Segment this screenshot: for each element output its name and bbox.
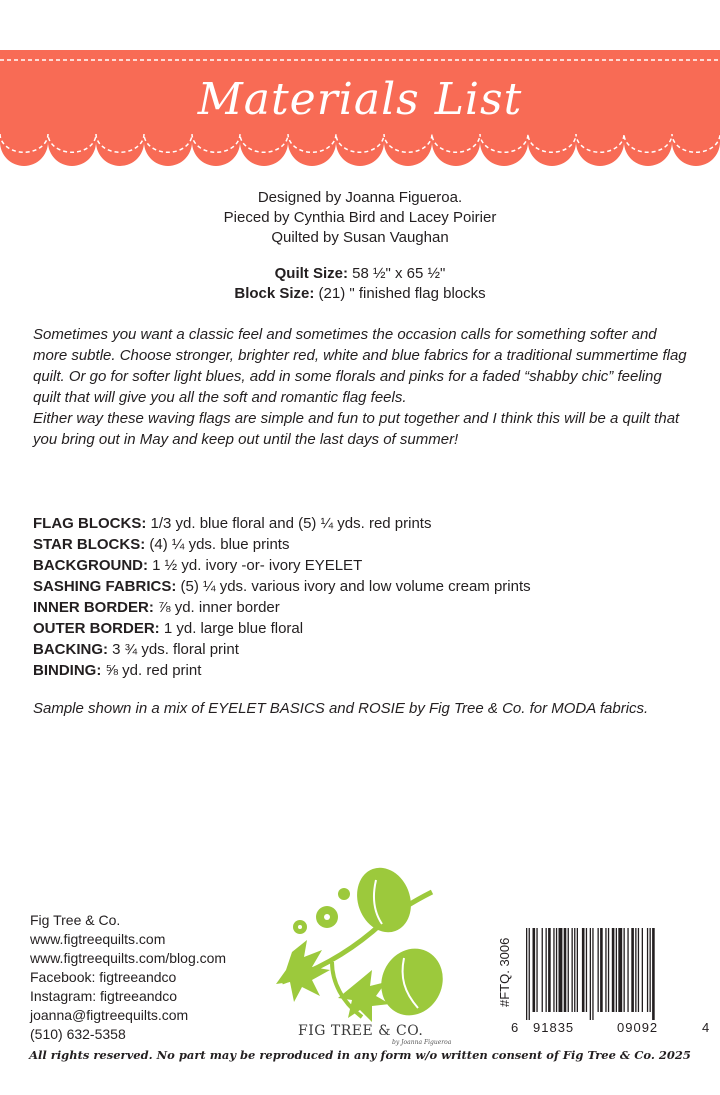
barcode-bar xyxy=(616,928,617,1012)
barcode-bar xyxy=(546,928,547,1012)
barcode-bar xyxy=(533,928,536,1012)
barcode-bar xyxy=(574,928,575,1012)
barcode-digit: 4 xyxy=(702,1020,711,1035)
barcode-bar xyxy=(618,928,622,1012)
piecer-credit: Pieced by Cynthia Bird and Lacey Poirier xyxy=(223,209,497,226)
header-banner xyxy=(0,0,720,180)
barcode-bar xyxy=(559,928,563,1012)
barcode-bar xyxy=(572,928,573,1012)
barcode-bar xyxy=(592,928,593,1020)
material-item: BACKING: 3 ¾ yds. floral print xyxy=(33,641,239,658)
barcode-bar xyxy=(635,928,636,1012)
designer-credit: Designed by Joanna Figueroa. xyxy=(257,189,463,206)
blog-link[interactable]: www.figtreequilts.com/blog.com xyxy=(30,950,227,966)
material-item: STAR BLOCKS: (4) ¼ yds. blue prints xyxy=(33,536,290,553)
barcode-bar xyxy=(568,928,569,1012)
barcode-bar xyxy=(650,928,651,1012)
barcode-bar xyxy=(548,928,551,1012)
barcode-bar xyxy=(556,928,557,1012)
barcode-bar xyxy=(647,928,648,1012)
barcode-digits-right: 09092 xyxy=(617,1020,659,1035)
barcode-bar xyxy=(542,928,543,1012)
barcode-bar xyxy=(586,928,587,1012)
barcode-bar xyxy=(600,928,603,1012)
instagram-handle: Instagram: figtreeandco xyxy=(30,988,178,1004)
intro-paragraph: Sometimes you want a classic feel and sometimes the occasion calls for something softer and more subtle. Choose stronger, brighter red, white and blue fabrics for a traditional summertime flag quilt. Or go for softer light blues, add in some florals and pinks for a faded “shabby chic” feeling quilt that will give you all the soft and romantic flag feels. xyxy=(33,326,687,406)
barcode-bar xyxy=(652,928,655,1020)
quilt-size: Quilt Size: 58 ½" x 65 ½" xyxy=(274,265,446,282)
material-item: INNER BORDER: ⅞ yd. inner border xyxy=(33,599,280,616)
barcode-bar xyxy=(612,928,615,1012)
barcode-bar xyxy=(582,928,585,1012)
barcode-bar xyxy=(564,928,567,1012)
website-link[interactable]: www.figtreequilts.com xyxy=(30,931,166,947)
material-item: FLAG BLOCKS: 1/3 yd. blue floral and (5) ¼ yds. red prints xyxy=(33,515,432,532)
quilter-credit: Quilted by Susan Vaughan xyxy=(271,229,449,246)
barcode-bar xyxy=(605,928,606,1012)
copyright-footer: All rights reserved. No part may be reproduced in any form w/o written consent of Fig Tree & Co. 2025 xyxy=(29,1048,691,1062)
barcode-bar xyxy=(553,928,554,1012)
page-title: Materials List xyxy=(197,74,523,125)
material-item: SASHING FABRICS: (5) ¼ yds. various ivory and low volume cream prints xyxy=(33,578,531,595)
credits xyxy=(0,188,720,248)
facebook-handle: Facebook: figtreeandco xyxy=(30,969,177,985)
block-size: Block Size: (21) " finished flag blocks xyxy=(234,285,486,302)
barcode-bar xyxy=(598,928,599,1012)
size-info xyxy=(0,264,720,304)
barcode-digit: 6 xyxy=(511,1020,520,1035)
intro-paragraph: Either way these waving flags are simple and fun to put together and I think this will be a quilt that you bring out in May and keep out until the last days of summer! xyxy=(33,410,680,448)
barcode-bar xyxy=(577,928,578,1012)
material-item: BACKGROUND: 1 ½ yd. ivory -or- ivory EYELET xyxy=(33,557,363,574)
intro-text xyxy=(33,324,693,450)
barcode-bar xyxy=(590,928,591,1020)
logo-byline: by Joanna Figueroa xyxy=(392,1039,452,1046)
sample-note: Sample shown in a mix of EYELET BASICS and ROSIE by Fig Tree & Co. for MODA fabrics. xyxy=(33,700,649,717)
materials-list xyxy=(33,513,693,681)
barcode-bar xyxy=(624,928,625,1012)
barcode-bar xyxy=(627,928,628,1012)
material-item: OUTER BORDER: 1 yd. large blue floral xyxy=(33,620,304,637)
material-item: BINDING: ⅝ yd. red print xyxy=(33,662,202,679)
logo-wordmark: FIG TREE & CO. xyxy=(298,1023,424,1039)
company-name: Fig Tree & Co. xyxy=(30,912,121,928)
barcode-bar xyxy=(529,928,530,1020)
barcode-bar xyxy=(631,928,634,1012)
barcode-digits-left: 91835 xyxy=(533,1020,575,1035)
product-sku: #FTQ. 3006 xyxy=(497,937,512,1008)
contact-info xyxy=(30,911,226,1044)
email-link[interactable]: joanna@figtreequilts.com xyxy=(30,1007,189,1023)
barcode-bar xyxy=(526,928,527,1020)
barcode-bar xyxy=(536,928,537,1012)
barcode-bar xyxy=(642,928,643,1012)
barcode-bar xyxy=(608,928,609,1012)
barcode-bar xyxy=(638,928,639,1012)
phone-number: (510) 632-5358 xyxy=(30,1026,126,1042)
barcode-icon xyxy=(522,928,707,1020)
